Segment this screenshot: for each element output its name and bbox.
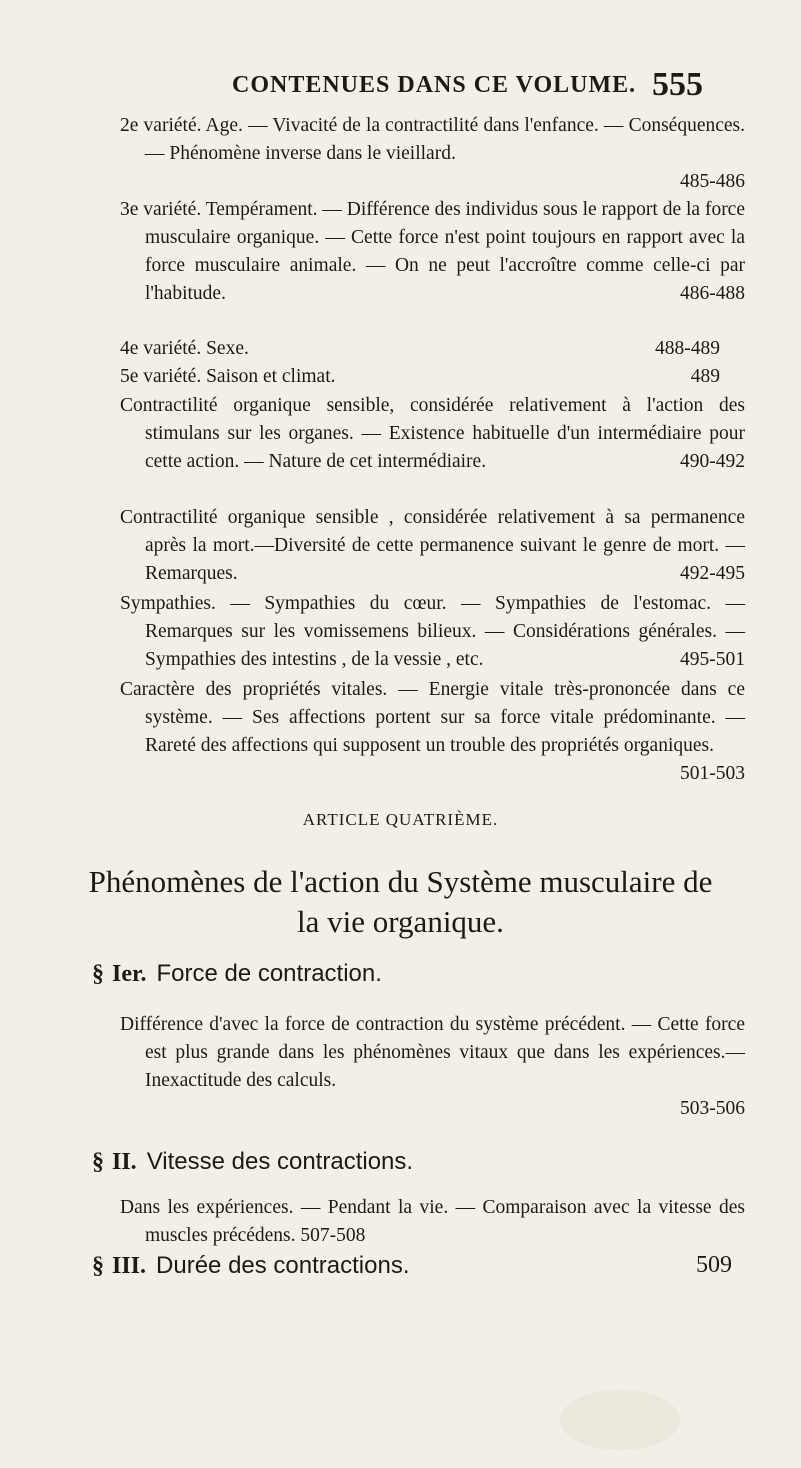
section-body-pages: 503-506: [680, 1098, 745, 1119]
article-label: ARTICLE QUATRIÈME.: [302, 810, 499, 829]
toc-entry-pages: 501-503: [680, 763, 745, 784]
section-number: II.: [112, 1149, 137, 1175]
running-title: CONTENUES DANS CE VOLUME.: [232, 72, 637, 98]
section-title-text: Vitesse des contractions.: [146, 1148, 414, 1175]
toc-entry-text: Caractère des propriétés vitales. — Energie vitale très-prononcée dans ce système. — Ses affections portent sur sa force vitale prédominante. — Rareté des affections qui supposent un trouble des propriétés organiques.: [120, 679, 745, 756]
article-title: [0, 862, 801, 942]
toc-entry-pages: 495-501: [680, 649, 745, 670]
section-title-text: Force de contraction.: [156, 960, 382, 987]
section-heading: [92, 1148, 732, 1176]
toc-entry-pages: 489: [690, 366, 720, 387]
section-mark: §: [92, 1149, 104, 1175]
toc-entry-pages: 488-489: [655, 338, 720, 359]
toc-entry: [120, 196, 745, 308]
section-body-text: Différence d'avec la force de contraction du système précédent. — Cette force est plus grande dans les phénomènes vitaux que dans les expériences.—Inexactitude des calculs.: [120, 1014, 745, 1091]
section-title-text: Durée des contractions.: [156, 1252, 410, 1279]
toc-entry: [120, 363, 720, 391]
toc-entry-text: 5e variété. Saison et climat.: [120, 366, 336, 387]
section-pages: 509: [696, 1252, 732, 1278]
paper-stain: [560, 1390, 680, 1450]
section-heading: [92, 960, 732, 988]
toc-entry-text: 3e variété. Tempérament. — Différence des individus sous le rapport de la force musculaire organique. — Cette force n'est point toujours en rapport avec la force musculaire animale. — On ne peut l'accroître comme celle-ci par l'habitude.: [120, 199, 745, 304]
article-title-line: Phénomènes de l'action du Système musculaire de: [88, 864, 713, 899]
toc-entry: [120, 504, 745, 588]
toc-entry-text: Sympathies. — Sympathies du cœur. — Sympathies de l'estomac. — Remarques sur les vomissemens bilieux. — Considérations générales. — Sympathies des intestins , de la vessie , etc.: [120, 593, 745, 670]
section-body: [120, 1194, 745, 1250]
section-body-pages: 507-508: [300, 1225, 366, 1246]
running-head: [0, 66, 801, 106]
toc-entry-text: 4e variété. Sexe.: [120, 338, 249, 359]
section-mark: §: [92, 1253, 104, 1279]
section-body: [120, 1011, 745, 1123]
section-heading: [92, 1252, 732, 1280]
section-body-text: Dans les expériences. — Pendant la vie. — Comparaison avec la vitesse des muscles précédens.: [120, 1197, 745, 1246]
toc-entry-pages: 485-486: [680, 171, 745, 192]
toc-entry-text: Contractilité organique sensible , considérée relativement à sa permanence après la mort.—Diversité de cette permanence suivant le genre de mort. — Remarques.: [120, 507, 745, 584]
toc-entry-text: Contractilité organique sensible, considérée relativement à l'action des stimulans sur les organes. — Existence habituelle d'un intermédiaire pour cette action. — Nature de cet intermédiaire.: [120, 395, 745, 472]
article-title-line: la vie organique.: [297, 904, 504, 939]
section-number: III.: [112, 1253, 147, 1279]
toc-entry-pages: 490-492: [680, 451, 745, 472]
toc-entry: [120, 676, 745, 788]
toc-entry-pages: 486-488: [680, 283, 745, 304]
toc-entry-text: 2e variété. Age. — Vivacité de la contractilité dans l'enfance. — Conséquences. — Phénomène inverse dans le vieillard.: [120, 115, 745, 164]
toc-entry: [120, 590, 745, 674]
section-number: Ier.: [112, 961, 147, 987]
toc-entry: [120, 112, 745, 196]
toc-entry: [120, 392, 745, 476]
section-mark: §: [92, 961, 104, 987]
toc-entry-pages: 492-495: [680, 563, 745, 584]
toc-entry: [120, 335, 720, 363]
page-number: 555: [652, 66, 703, 103]
